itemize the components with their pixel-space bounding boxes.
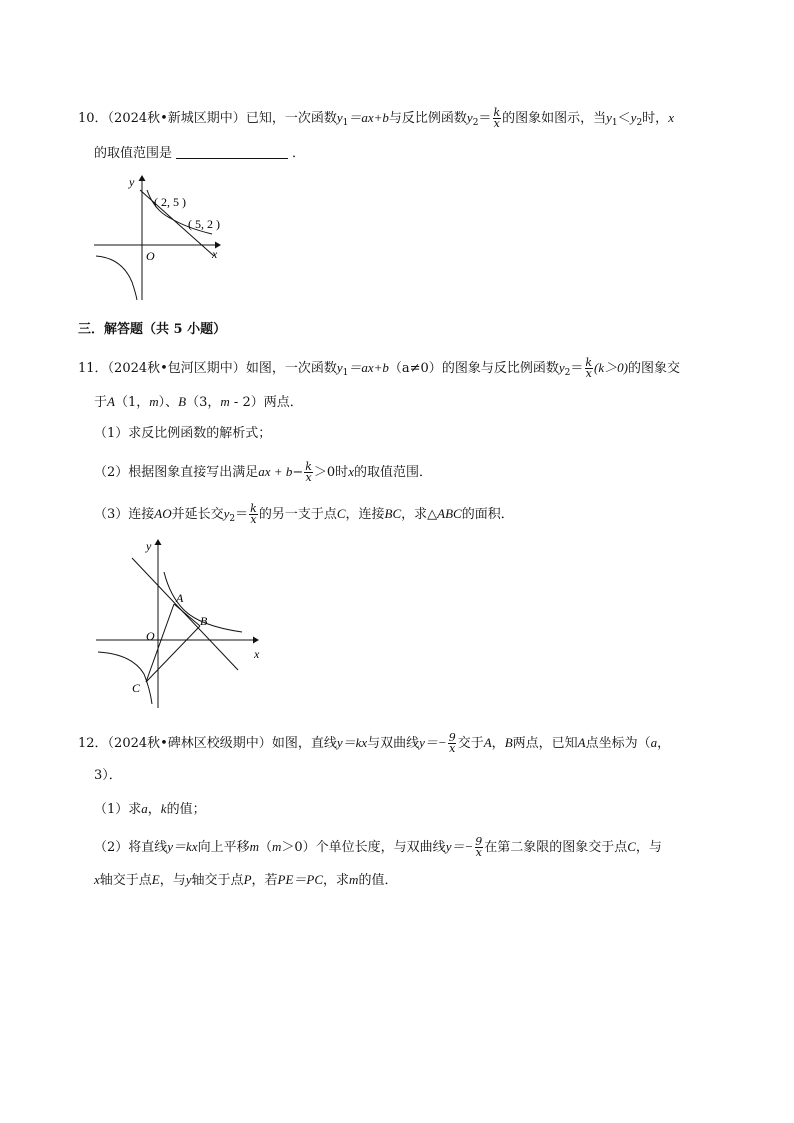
q11-p3-C: C bbox=[336, 506, 346, 521]
q12-p1-b: ， bbox=[147, 802, 161, 817]
q12-A2: A bbox=[577, 735, 586, 750]
q11-line-AB bbox=[132, 558, 238, 670]
q12-frac-den: x bbox=[449, 742, 456, 755]
q11-hyperbola-q3 bbox=[98, 652, 152, 704]
q12-part2 bbox=[94, 837, 662, 858]
q11-l2-a: 于 bbox=[94, 395, 108, 410]
q12-p2-num: 9 bbox=[475, 835, 483, 848]
q11-eq1: ＝ax+b bbox=[348, 360, 389, 375]
q11-sub1: 1 bbox=[342, 368, 349, 378]
q11-p3-e: ，求△ bbox=[401, 507, 438, 522]
q11-A-label: A bbox=[176, 591, 184, 605]
q12-part2-line2 bbox=[94, 872, 397, 889]
q11-p3-num: k bbox=[250, 502, 257, 515]
q12-p2-d: ＞0）个单位长度，与双曲线 bbox=[281, 840, 446, 855]
q10-source: （2024秋•新城区期中） bbox=[107, 111, 246, 126]
q11-figure bbox=[92, 534, 272, 712]
q12-B: B bbox=[504, 735, 513, 750]
q12-frac-num: 9 bbox=[448, 731, 456, 744]
q10-number: 10． bbox=[78, 111, 108, 126]
q12-text-d: ， bbox=[491, 736, 505, 751]
q10-cond-sub2: 2 bbox=[636, 118, 643, 128]
q11-segment-AC bbox=[146, 604, 174, 682]
q11-p3-BC: BC bbox=[384, 506, 402, 521]
q11-p3-c: 的另一支于点 bbox=[258, 507, 337, 522]
q12-p2l2-P: P bbox=[243, 872, 252, 887]
q11-p3-fraction bbox=[249, 504, 258, 525]
q11-p3-den: x bbox=[250, 513, 257, 526]
q12-line-eq: y＝kx bbox=[336, 735, 368, 750]
q10-cond-y1: y bbox=[606, 110, 612, 125]
q10-point1-label: ( 2, 5 ) bbox=[154, 195, 186, 209]
q11-p3-sub: 2 bbox=[229, 514, 236, 524]
q12-line2: 3）． bbox=[94, 768, 122, 783]
q11-p3-b: 并延长交 bbox=[171, 507, 224, 522]
q10-frac-den: x bbox=[493, 117, 500, 130]
q11-l2-m: m bbox=[149, 394, 159, 409]
q11-line1 bbox=[78, 358, 680, 381]
q10-text-c: 的图象如图示，当 bbox=[502, 111, 607, 126]
q11-p3-ABC: ABC bbox=[437, 506, 462, 521]
q12-p2l2-e: ，求 bbox=[323, 873, 350, 888]
q11-y1: y bbox=[336, 360, 343, 375]
q11-p3-d: ，连接 bbox=[345, 507, 385, 522]
q10-text: 已知，一次函数 bbox=[245, 111, 337, 126]
q11-part3 bbox=[94, 504, 514, 527]
q12-p1-c: 的值； bbox=[166, 802, 206, 817]
q10-hyperbola-q3 bbox=[96, 256, 137, 300]
q10-eq1: ＝ax+b bbox=[348, 110, 389, 125]
q12-fraction bbox=[448, 733, 457, 754]
q12-source: （2024秋•碑林区校级期中） bbox=[107, 736, 272, 751]
q11-x-label: x bbox=[254, 647, 260, 661]
q11-sub2: 2 bbox=[564, 368, 571, 378]
q10-line2 bbox=[94, 146, 305, 162]
q12-text-f: 点坐标为（ bbox=[585, 736, 651, 751]
q11-p2-b: ＞0时 bbox=[313, 465, 349, 480]
q11-C-label: C bbox=[132, 681, 141, 695]
q10-line2-text: 的取值范围是 bbox=[94, 146, 173, 161]
q11-cond-a: （a≠0） bbox=[388, 361, 442, 376]
q11-p3-eq: ＝ bbox=[235, 507, 249, 522]
q10-line1 bbox=[78, 108, 674, 131]
q12-text-e: 两点，已知 bbox=[512, 736, 578, 751]
q11-p2-a: （2）根据图象直接写出满足 bbox=[94, 465, 259, 480]
q12-text-g: ， bbox=[657, 736, 671, 751]
q10-text-d: 时， bbox=[642, 111, 669, 126]
q10-end: ． bbox=[292, 146, 306, 161]
q11-p3-f: 的面积． bbox=[461, 507, 514, 522]
q10-var-x: x bbox=[668, 110, 674, 125]
q12-A: A bbox=[483, 735, 492, 750]
q10-answer-blank[interactable] bbox=[176, 146, 288, 159]
q12-p2-m2: m bbox=[272, 839, 282, 854]
q12-p2l2-d: ，若 bbox=[251, 873, 278, 888]
q11-line2 bbox=[94, 394, 303, 411]
q12-hyp-y: y＝− bbox=[419, 735, 447, 750]
q10-frac-num: k bbox=[493, 106, 501, 119]
q12-p1-k: k bbox=[160, 801, 167, 816]
q12-p2l2-x: x bbox=[94, 872, 100, 887]
q11-part1: （1）求反比例函数的解析式； bbox=[94, 426, 272, 441]
q11-B-label: B bbox=[200, 614, 208, 628]
q11-p2-expr: ax + b bbox=[258, 464, 293, 479]
q11-text-c: 的图象交 bbox=[627, 361, 680, 376]
q10-text-b: 与反比例函数 bbox=[388, 111, 467, 126]
q12-text-b: 与双曲线 bbox=[367, 736, 420, 751]
q11-p2-den: x bbox=[305, 471, 312, 484]
q12-a: a bbox=[650, 735, 658, 750]
q10-y-label: y bbox=[129, 175, 135, 189]
q12-p2-hyp: y＝− bbox=[445, 839, 474, 854]
q12-p2l2-a: 轴交于点 bbox=[99, 873, 152, 888]
q12-p2-C: C bbox=[627, 839, 636, 854]
q12-p2-fraction bbox=[474, 837, 483, 858]
q11-p2-num: k bbox=[305, 460, 312, 473]
q12-p2l2-y: y bbox=[185, 872, 192, 887]
q12-p2l2-f: 的值． bbox=[358, 873, 398, 888]
q11-cond-k: (k＞0) bbox=[594, 360, 628, 375]
q10-sub2: 2 bbox=[472, 118, 479, 128]
section3-title: 三．解答题（共 5 小题） bbox=[78, 322, 227, 337]
q11-frac-den: x bbox=[585, 367, 592, 380]
q11-y2: y bbox=[558, 360, 565, 375]
q11-text-a: 如图，一次函数 bbox=[245, 361, 337, 376]
q10-y2: y bbox=[466, 110, 473, 125]
q12-p1-avar: a bbox=[141, 801, 148, 816]
q11-l2-A: A bbox=[107, 394, 115, 409]
q10-point2-label: ( 5, 2 ) bbox=[188, 217, 220, 231]
q12-p2l2-E: E bbox=[151, 872, 160, 887]
q10-figure bbox=[92, 170, 232, 302]
q11-p3-a: （3）连接 bbox=[94, 507, 155, 522]
q11-l2-B: B bbox=[178, 394, 187, 409]
q11-segment-AB-chord bbox=[174, 604, 200, 626]
q10-y1: y bbox=[336, 110, 343, 125]
q12-p2l2-m: m bbox=[349, 872, 359, 887]
q11-frac-num: k bbox=[585, 356, 593, 369]
q12-p2-m: m bbox=[249, 839, 259, 854]
q11-l2-c: ）、 bbox=[158, 395, 179, 410]
q10-cond-lt: ＜ bbox=[617, 111, 631, 126]
q12-p2l2-PE: PE＝PC bbox=[277, 872, 324, 887]
q11-p2-minus: − bbox=[292, 465, 304, 480]
q10-fraction bbox=[492, 108, 501, 129]
q10-sub1: 1 bbox=[342, 118, 349, 128]
q11-p2-fraction bbox=[304, 462, 313, 483]
q12-text-c: 交于 bbox=[457, 736, 484, 751]
q12-number: 12． bbox=[78, 736, 108, 751]
q12-p1-a: （1）求 bbox=[94, 802, 142, 817]
q12-p2-a: （2）将直线 bbox=[94, 840, 168, 855]
q11-l2-b: （1， bbox=[114, 395, 150, 410]
q11-fraction bbox=[584, 358, 593, 379]
q11-source: （2024秋•包河区期中） bbox=[107, 361, 246, 376]
q11-eq2: ＝ bbox=[570, 361, 584, 376]
q10-cond-y2: y bbox=[630, 110, 637, 125]
q11-p3-y: y bbox=[223, 506, 230, 521]
q12-p2-e: 在第二象限的图象交于点 bbox=[484, 840, 628, 855]
q11-text-b: 的图象与反比例函数 bbox=[441, 361, 559, 376]
q10-eq2: ＝ bbox=[478, 111, 492, 126]
q10-x-label: x bbox=[212, 247, 218, 261]
q11-number: 11． bbox=[78, 361, 108, 376]
q12-p2l2-b: ，与 bbox=[159, 873, 186, 888]
q10-cond-sub1: 1 bbox=[611, 118, 618, 128]
q11-p2-c: 的取值范围． bbox=[353, 465, 432, 480]
q12-p2-f: ，与 bbox=[635, 840, 662, 855]
q12-p2-b: 向上平移 bbox=[197, 840, 250, 855]
q12-part1 bbox=[94, 801, 206, 818]
q11-origin-label: O bbox=[146, 629, 155, 643]
q11-l2-e: - 2）两点． bbox=[229, 395, 303, 410]
q12-p2-den: x bbox=[475, 846, 482, 859]
q11-l2-m2: m bbox=[220, 394, 230, 409]
q10-origin-label: O bbox=[146, 249, 155, 263]
q12-text-a: 如图，直线 bbox=[271, 736, 337, 751]
q11-y-label: y bbox=[146, 539, 152, 553]
q12-p2-eq: y＝kx bbox=[167, 839, 198, 854]
q12-p2l2-c: 轴交于点 bbox=[191, 873, 244, 888]
q11-p3-AO: AO bbox=[154, 506, 172, 521]
q12-line1 bbox=[78, 733, 670, 754]
q12-p2-c: （ bbox=[259, 840, 273, 855]
q11-l2-d: （3， bbox=[186, 395, 221, 410]
q11-p2-x: x bbox=[348, 464, 354, 479]
q11-part2 bbox=[94, 462, 432, 483]
